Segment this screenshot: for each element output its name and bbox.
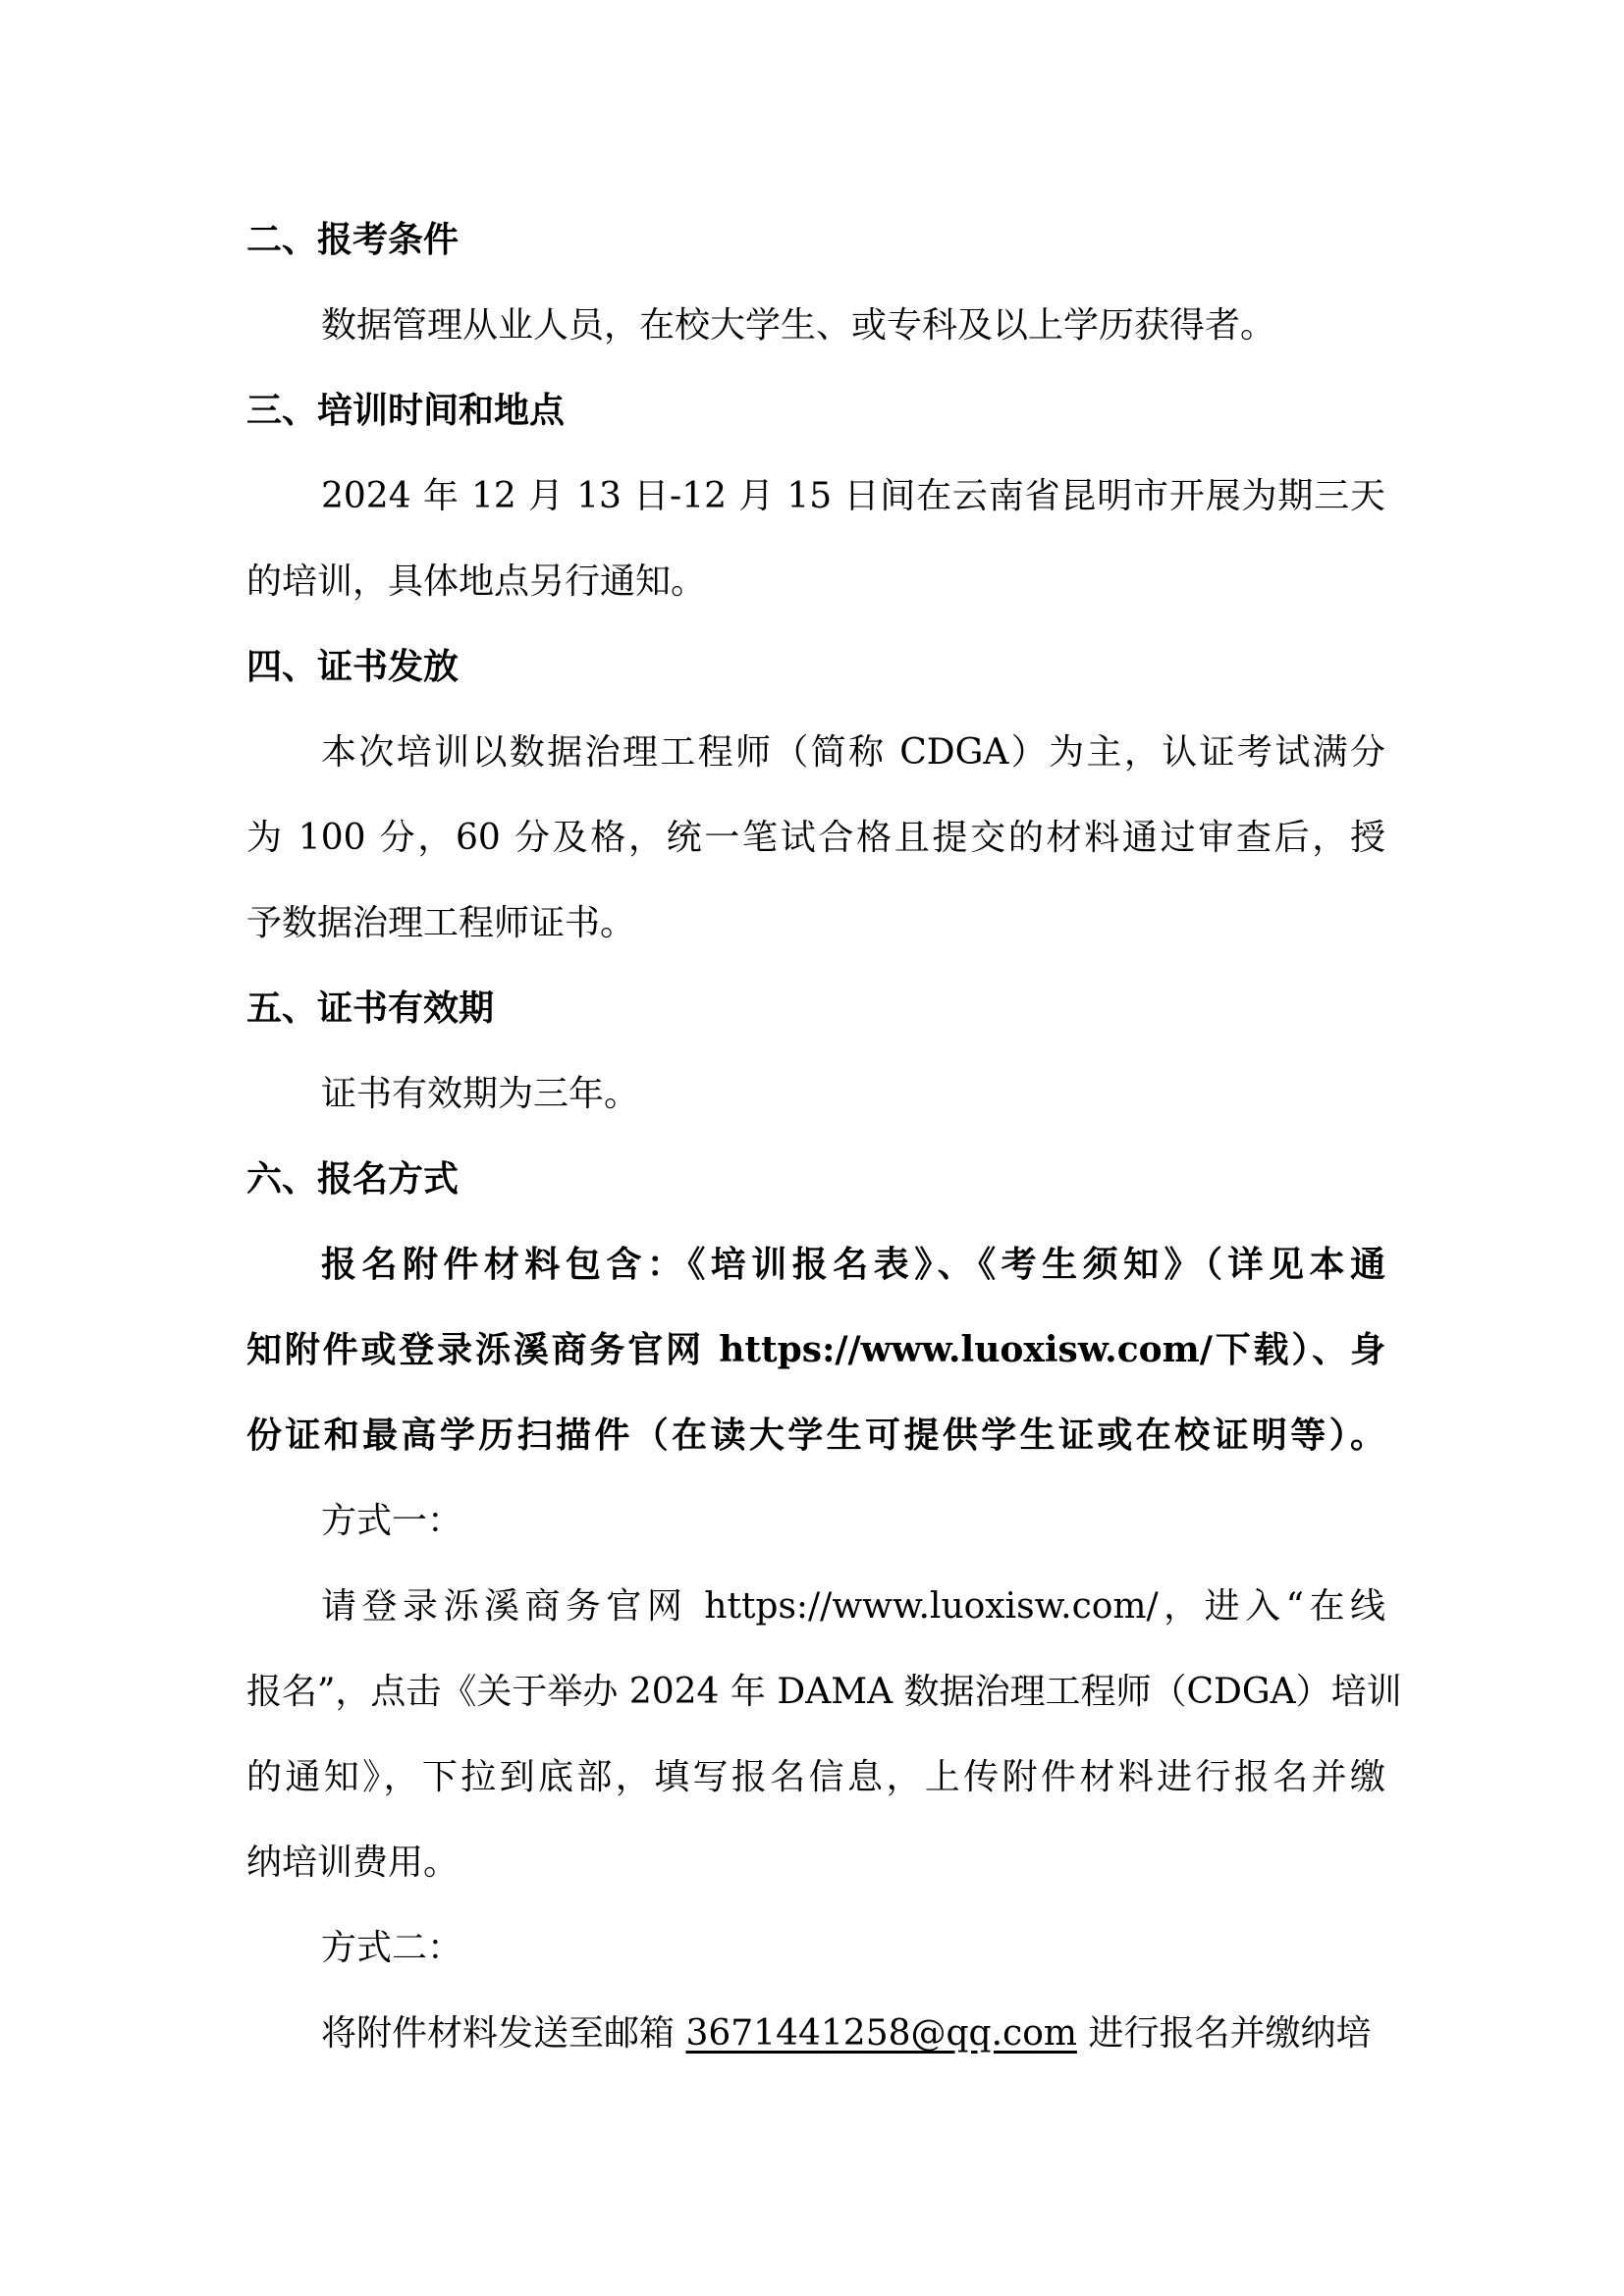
method-one-text-line-1: 请登录泺溪商务官网 https://www.luoxisw.com/，进入“在线: [321, 1586, 1385, 1627]
email-link[interactable]: 3671441258@qq.com: [685, 2013, 1078, 2054]
method-two-prefix: 将附件材料发送至邮箱: [321, 2013, 686, 2054]
materials-text-line-3: 份证和最高学历扫描件（在读大学生可提供学生证或在校证明等）。: [246, 1415, 1385, 1456]
document-page: [246, 197, 1402, 2076]
section-heading-validity: 五、证书有效期: [246, 988, 495, 1029]
method-one-label: 方式一：: [321, 1501, 463, 1541]
section-heading-certificate: 四、证书发放: [246, 647, 460, 687]
time-location-text-line-1: 2024 年 12 月 13 日-12 月 15 日间在云南省昆明市开展为期三天: [321, 476, 1385, 516]
validity-text: 证书有效期为三年。: [321, 1074, 640, 1114]
certificate-text-line-1: 本次培训以数据治理工程师（简称 CDGA）为主，认证考试满分: [321, 732, 1385, 773]
certificate-text-line-3: 予数据治理工程师证书。: [246, 903, 636, 943]
materials-text-line-2: 知附件或登录泺溪商务官网 https://www.luoxisw.com/下载）、身: [246, 1329, 1385, 1370]
time-location-text-line-2: 的培训，具体地点另行通知。: [246, 561, 707, 602]
eligibility-text: 数据管理从业人员，在校大学生、或专科及以上学历获得者。: [321, 305, 1276, 346]
section-heading-eligibility: 二、报考条件: [246, 220, 460, 260]
method-two-text-line-1: [246, 1991, 1385, 2076]
section-heading-registration: 六、报名方式: [246, 1159, 460, 1200]
section-heading-time-location: 三、培训时间和地点: [246, 391, 566, 431]
method-one-text-line-2: 报名”，点击《关于举办 2024 年 DAMA 数据治理工程师（CDGA）培训: [246, 1672, 1402, 1712]
method-two-label: 方式二：: [321, 1928, 463, 1968]
method-one-text-line-3: 的通知》，下拉到底部，填写报名信息，上传附件材料进行报名并缴: [246, 1757, 1385, 1797]
method-two-suffix: 进行报名并缴纳培: [1077, 2013, 1372, 2054]
materials-text-line-1: 报名附件材料包含：《培训报名表》、《考生须知》（详见本通: [321, 1244, 1385, 1285]
certificate-text-line-2: 为 100 分，60 分及格，统一笔试合格且提交的材料通过审查后，授: [246, 818, 1385, 858]
method-one-text-line-4: 纳培训费用。: [246, 1842, 460, 1883]
